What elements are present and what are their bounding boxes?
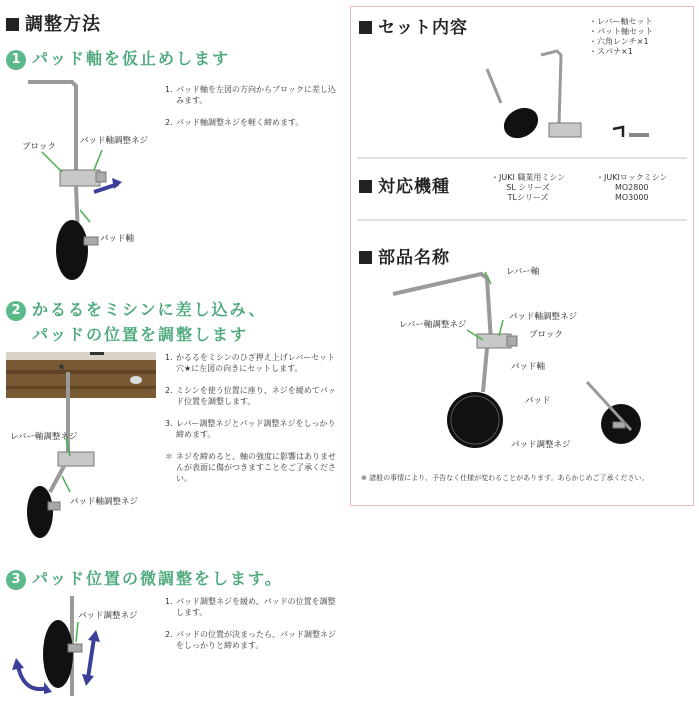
label-block: ブロック <box>22 142 56 152</box>
set-contents-title: セット内容 <box>359 13 468 38</box>
step-2-heading: 2 かるるをミシンに差し込み、 <box>6 297 267 321</box>
step-number-badge: 3 <box>6 570 26 590</box>
right-panel <box>350 6 694 506</box>
pad-disc <box>498 102 543 144</box>
instruction-item: 3. レバー調整ネジとパッド調整ネジをしっかり締めます。 <box>165 419 336 439</box>
rotate-arrow-icon <box>18 666 48 689</box>
pad-disc <box>56 220 88 280</box>
step-2-instructions <box>165 352 340 495</box>
block-part <box>60 170 100 186</box>
square-bullet-icon <box>359 251 372 264</box>
instruction-item: 2. パッド軸調整ネジを軽く締めます。 <box>165 118 304 127</box>
step-3-instructions <box>165 596 340 662</box>
label-pad: パッド <box>525 396 551 406</box>
step-1-heading: 1 パッド軸を仮止めします <box>6 46 230 70</box>
main-title: 調整方法 <box>6 10 101 36</box>
models-col-2: ・JUKIロックミシン MO2800 MO3000 <box>596 173 668 202</box>
label-pad-screw: パッド軸調整ネジ <box>80 136 149 146</box>
square-bullet-icon <box>359 21 372 34</box>
step-3-heading: 3 パッド位置の微調整をします。 <box>6 566 283 590</box>
instruction-item: 2. パッドの位置が決まったら、パッド調整ネジをしっかりと締めます。 <box>165 630 336 650</box>
divider <box>357 219 687 221</box>
set-contents-illustration <box>471 45 671 145</box>
up-down-arrow-icon <box>88 638 94 678</box>
label-pad-screw: パッド軸調整ネジ <box>70 497 139 507</box>
label-pad-screw-bottom: パッド調整ネジ <box>511 440 571 450</box>
star-mark: ★ <box>57 362 66 373</box>
label-block: ブロック <box>529 330 563 340</box>
label-lever-screw: レバー軸調整ネジ <box>10 432 78 442</box>
spec-change-note: ※ 諸般の事情により、予告なく仕様が変わることがあります。あらかじめご了承ください。 <box>361 474 649 482</box>
step-2-heading-line2: パッドの位置を調整します <box>32 325 249 344</box>
models-col-1: ・JUKI 職業用ミシン SL シリーズ TLシリーズ <box>491 173 566 202</box>
instruction-item: 1. パッド調整ネジを緩め、パッドの位置を調整します。 <box>165 597 336 617</box>
pad-disc <box>27 486 53 538</box>
compatible-models-title: 対応機種 <box>359 172 450 197</box>
label-pad-screw-top: パッド軸調整ネジ <box>509 312 578 322</box>
square-bullet-icon <box>359 180 372 193</box>
label-lever-shaft: レバー軸 <box>506 267 540 277</box>
parts-names-title: 部品名称 <box>359 243 450 268</box>
instruction-item: 2. ミシンを使う位置に座り、ネジを緩めてパッド位置を調整します。 <box>165 386 336 406</box>
label-pad-shaft: パッド軸 <box>511 362 546 372</box>
block-part <box>58 452 94 466</box>
spanner-icon <box>629 133 649 137</box>
label-lever-screw: レバー軸調整ネジ <box>399 320 467 330</box>
screw-part <box>96 172 106 182</box>
step-1-illustration <box>10 72 170 292</box>
label-pad-screw: パッド調整ネジ <box>78 611 138 621</box>
square-bullet-icon <box>6 18 19 31</box>
divider <box>357 157 687 159</box>
pad-shaft-rod <box>28 82 76 182</box>
instruction-item: 1. かるるをミシンのひざ押え上げレバーセット穴★に左図の向きにセットします。 <box>165 353 336 373</box>
block-part <box>477 334 511 348</box>
hex-wrench-icon <box>613 127 623 137</box>
pad-shaft-rod <box>483 348 487 392</box>
set-contents-list: ・レバー軸セット ・パット軸セット ・六角レンチ×1 ・スパナ×1 <box>589 17 653 56</box>
step-number-badge: 2 <box>6 301 26 321</box>
instruction-item: ＊ ネジを締めると、軸の強度に影響はありませんが表面に傷がつきますことをご了承ください。 <box>165 452 336 483</box>
pad-disc <box>43 620 73 688</box>
block-part <box>549 123 581 137</box>
step-1-instructions <box>165 84 340 139</box>
step-2-illustration <box>6 352 156 542</box>
label-pad-shaft: パッド軸 <box>100 234 135 244</box>
lever-shaft-rod <box>393 274 491 342</box>
step-number-badge: 1 <box>6 50 26 70</box>
instruction-item: 1. パッド軸を左図の方向からブロックに差し込みます。 <box>165 85 336 105</box>
pad-disc <box>447 392 503 448</box>
